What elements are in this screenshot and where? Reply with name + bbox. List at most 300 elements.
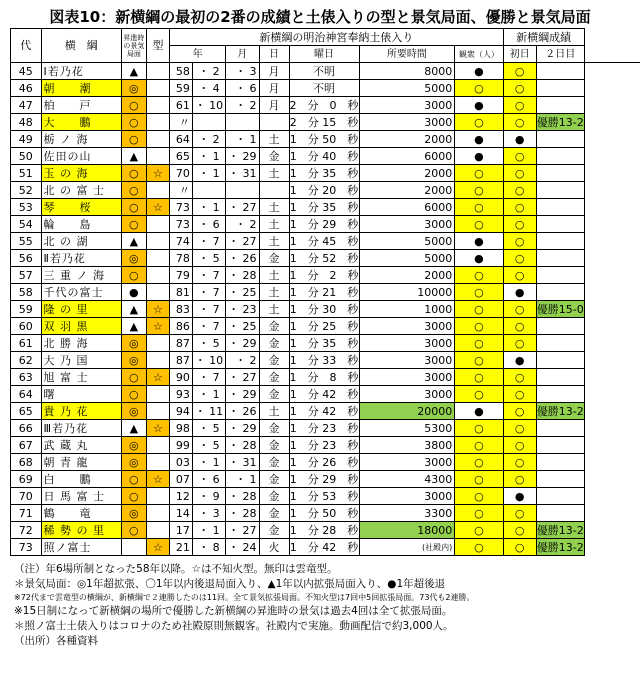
cell-r1: ● [455, 233, 503, 250]
cell-r1: ○ [455, 454, 503, 471]
header-day: 日 [259, 46, 289, 63]
cell-d: ・ 27 [226, 233, 260, 250]
cell-no: 72 [11, 522, 42, 539]
header-shoyo: 所要時間 [359, 46, 455, 63]
cell-m: ・ 7 [192, 284, 225, 301]
cell-t: 1 分 20 秒 [289, 182, 359, 199]
note-line: ＊景気局面：◎1年超拡張、〇1年以内後退局面入り、▲1年以内拡張局面入り、●1年超後退 [14, 577, 640, 592]
cell-yusho [536, 335, 584, 352]
cell-d [226, 114, 260, 131]
table-row [11, 318, 640, 335]
cell-yusho [536, 63, 584, 80]
cell-t: 1 分 26 秒 [289, 454, 359, 471]
cell-w: 土 [259, 233, 289, 250]
cell-keiki: ○ [121, 386, 146, 403]
cell-y: 14 [170, 505, 193, 522]
cell-m: ・ 6 [192, 216, 225, 233]
cell-yusho [536, 233, 584, 250]
cell-keiki: ▲ [121, 63, 146, 80]
cell-kata: ☆ [146, 420, 169, 437]
cell-no: 68 [11, 454, 42, 471]
cell-kata [146, 352, 169, 369]
cell-t: 1 分 42 秒 [289, 539, 359, 556]
cell-r1: ○ [455, 522, 503, 539]
cell-name: 双 羽 黒 [41, 318, 121, 335]
cell-w: 金 [259, 250, 289, 267]
cell-t: 1 分 23 秒 [289, 437, 359, 454]
cell-w: 土 [259, 199, 289, 216]
cell-t: 1 分 21 秒 [289, 284, 359, 301]
cell-d: ・ 25 [226, 318, 260, 335]
cell-m: ・ 5 [192, 250, 225, 267]
cell-keiki: ◎ [121, 250, 146, 267]
notes [0, 562, 640, 649]
cell-kata [146, 148, 169, 165]
cell-m: ・ 6 [192, 471, 225, 488]
cell-no: 53 [11, 199, 42, 216]
cell-d: ・ 29 [226, 420, 260, 437]
header-first: 初日 [503, 46, 536, 63]
cell-r2: ○ [503, 267, 536, 284]
cell-r1: ○ [455, 505, 503, 522]
cell-kata: ☆ [146, 471, 169, 488]
cell-m [192, 114, 225, 131]
cell-d: ・ 2 [226, 216, 260, 233]
cell-kata: ☆ [146, 199, 169, 216]
cell-a: 5300 [359, 420, 455, 437]
cell-t: 1 分 53 秒 [289, 488, 359, 505]
cell-w: 土 [259, 131, 289, 148]
cell-name: 貴 乃 花 [41, 403, 121, 420]
cell-a: 3000 [359, 488, 455, 505]
cell-kata [146, 131, 169, 148]
cell-yusho [536, 182, 584, 199]
cell-yusho [536, 454, 584, 471]
cell-w: 土 [259, 216, 289, 233]
cell-kata [146, 386, 169, 403]
cell-d: ・ 31 [226, 165, 260, 182]
cell-y: 78 [170, 250, 193, 267]
cell-m: ・ 1 [192, 522, 225, 539]
cell-yusho: 優勝13-2 [536, 114, 584, 131]
cell-m: ・ 7 [192, 301, 225, 318]
cell-keiki: ◎ [121, 403, 146, 420]
cell-yusho: 優勝13-2 [536, 522, 584, 539]
cell-d: ・ 27 [226, 522, 260, 539]
cell-name: 三 重 ノ 海 [41, 267, 121, 284]
cell-m: ・ 5 [192, 335, 225, 352]
cell-yusho [536, 250, 584, 267]
cell-keiki: ○ [121, 199, 146, 216]
cell-no: 48 [11, 114, 42, 131]
cell-name: 千代の富士 [41, 284, 121, 301]
cell-yusho [536, 386, 584, 403]
cell-m: ・ 11 [192, 403, 225, 420]
cell-y: 61 [170, 97, 193, 114]
cell-r1: ● [455, 250, 503, 267]
cell-d: ・ 2 [226, 97, 260, 114]
cell-d: ・ 28 [226, 437, 260, 454]
cell-a: 3000 [359, 114, 455, 131]
cell-yusho [536, 420, 584, 437]
cell-no: 62 [11, 352, 42, 369]
cell-a: 3000 [359, 97, 455, 114]
cell-keiki: ◎ [121, 505, 146, 522]
cell-yusho [536, 505, 584, 522]
cell-w: 金 [259, 420, 289, 437]
cell-name: 北 勝 海 [41, 335, 121, 352]
table-row [11, 335, 640, 352]
cell-no: 55 [11, 233, 42, 250]
cell-w: 金 [259, 437, 289, 454]
cell-no: 71 [11, 505, 42, 522]
cell-t: 1 分 35 秒 [289, 199, 359, 216]
cell-w: 土 [259, 403, 289, 420]
cell-keiki: ○ [121, 97, 146, 114]
cell-a: 3300 [359, 505, 455, 522]
cell-r2: ○ [503, 471, 536, 488]
table-row [11, 420, 640, 437]
cell-no: 54 [11, 216, 42, 233]
table-row [11, 199, 640, 216]
cell-yusho: 優勝13-2 [536, 403, 584, 420]
cell-keiki: ○ [121, 369, 146, 386]
cell-y: 74 [170, 233, 193, 250]
note-line: ※15日制になって新横綱の場所で優勝した新横綱の昇進時の景気は過去4回は全て拡張局面。 [14, 604, 640, 619]
cell-d: ・ 23 [226, 301, 260, 318]
cell-name: 玉 の 海 [41, 165, 121, 182]
table-row [11, 165, 640, 182]
cell-d [226, 182, 260, 199]
cell-r2: ○ [503, 216, 536, 233]
cell-t: 1 分 42 秒 [289, 403, 359, 420]
table-row [11, 114, 640, 131]
cell-yusho [536, 318, 584, 335]
cell-r2: ○ [503, 97, 536, 114]
cell-r2: ○ [503, 199, 536, 216]
cell-yusho [536, 80, 584, 97]
cell-m: ・ 3 [192, 505, 225, 522]
cell-r2: ○ [503, 182, 536, 199]
cell-t: 1 分 29 秒 [289, 216, 359, 233]
cell-r1: ○ [455, 488, 503, 505]
cell-r2: ● [503, 488, 536, 505]
cell-r2: ○ [503, 318, 536, 335]
cell-yusho [536, 97, 584, 114]
cell-a: 3000 [359, 454, 455, 471]
cell-keiki: ○ [121, 488, 146, 505]
cell-m: ・ 7 [192, 233, 225, 250]
cell-a: 5000 [359, 250, 455, 267]
cell-m: ・ 10 [192, 352, 225, 369]
cell-r2: ○ [503, 437, 536, 454]
cell-t: 1 分 50 秒 [289, 131, 359, 148]
cell-keiki: ◎ [121, 454, 146, 471]
cell-w: 金 [259, 335, 289, 352]
cell-yusho: 優勝13-2 [536, 539, 584, 556]
header-yokozuna: 横 綱 [41, 29, 121, 63]
cell-keiki [121, 539, 146, 556]
cell-yusho [536, 352, 584, 369]
note-line: ＊照ノ富士土俵入りはコロナのため社殿原則無観客。社殿内で実施。動画配信で約3,000人。 [14, 619, 640, 634]
table-row [11, 454, 640, 471]
cell-yusho [536, 437, 584, 454]
header-kata: 型 [146, 29, 169, 63]
cell-d: ・ 6 [226, 80, 260, 97]
cell-r1: ○ [455, 199, 503, 216]
cell-kata [146, 267, 169, 284]
cell-r1: ○ [455, 165, 503, 182]
cell-keiki: ▲ [121, 148, 146, 165]
cell-t: 1 分 8 秒 [289, 369, 359, 386]
cell-d: ・ 27 [226, 199, 260, 216]
cell-no: 47 [11, 97, 42, 114]
cell-r1: ○ [455, 369, 503, 386]
cell-name: Ⅲ若乃花 [41, 420, 121, 437]
cell-no: 63 [11, 369, 42, 386]
cell-t: 1 分 30 秒 [289, 301, 359, 318]
table-row [11, 131, 640, 148]
cell-y: 81 [170, 284, 193, 301]
cell-name: 大 乃 国 [41, 352, 121, 369]
cell-t: 1 分 52 秒 [289, 250, 359, 267]
cell-name: 朝 青 龍 [41, 454, 121, 471]
cell-r2: ○ [503, 403, 536, 420]
cell-m: ・ 7 [192, 267, 225, 284]
cell-d: ・ 25 [226, 284, 260, 301]
cell-r2: ○ [503, 80, 536, 97]
cell-w: 金 [259, 148, 289, 165]
cell-keiki: ▲ [121, 420, 146, 437]
cell-r1: ● [455, 131, 503, 148]
cell-no: 60 [11, 318, 42, 335]
cell-d: ・ 28 [226, 267, 260, 284]
table-row [11, 505, 640, 522]
cell-y: 12 [170, 488, 193, 505]
cell-kata [146, 233, 169, 250]
cell-y: 93 [170, 386, 193, 403]
cell-m: ・ 9 [192, 488, 225, 505]
cell-y: 58 [170, 63, 193, 80]
cell-r2: ○ [503, 386, 536, 403]
cell-r1: ● [455, 403, 503, 420]
cell-y: 17 [170, 522, 193, 539]
header-blank [584, 29, 640, 63]
cell-r1: ○ [455, 318, 503, 335]
cell-no: 67 [11, 437, 42, 454]
cell-kata [146, 454, 169, 471]
cell-keiki: ○ [121, 182, 146, 199]
cell-m: ・ 2 [192, 63, 225, 80]
cell-name: Ⅱ若乃花 [41, 250, 121, 267]
cell-name: 琴 桜 [41, 199, 121, 216]
cell-keiki: ▲ [121, 318, 146, 335]
cell-m: ・ 5 [192, 437, 225, 454]
cell-r2: ● [503, 352, 536, 369]
cell-keiki: ● [121, 284, 146, 301]
cell-d: ・ 1 [226, 131, 260, 148]
cell-r2: ○ [503, 505, 536, 522]
cell-a: 8000 [359, 63, 455, 80]
cell-kata: ☆ [146, 301, 169, 318]
cell-no: 56 [11, 250, 42, 267]
cell-w: 金 [259, 454, 289, 471]
cell-a: 2000 [359, 131, 455, 148]
cell-d: ・ 24 [226, 539, 260, 556]
cell-w: 金 [259, 488, 289, 505]
table-row [11, 97, 640, 114]
cell-yusho [536, 131, 584, 148]
cell-t: 1 分 35 秒 [289, 165, 359, 182]
cell-r2: ○ [503, 301, 536, 318]
cell-no: 52 [11, 182, 42, 199]
header-kankyaku: 観衆（人） [455, 46, 503, 63]
cell-a: 3800 [359, 437, 455, 454]
cell-no: 66 [11, 420, 42, 437]
cell-d: ・ 27 [226, 369, 260, 386]
cell-r1: ○ [455, 352, 503, 369]
table-row [11, 352, 640, 369]
cell-t: 不明 [289, 80, 359, 97]
cell-keiki: ○ [121, 471, 146, 488]
cell-r2: ○ [503, 165, 536, 182]
cell-t: 1 分 28 秒 [289, 522, 359, 539]
cell-m [192, 182, 225, 199]
cell-w: 月 [259, 97, 289, 114]
cell-kata [146, 488, 169, 505]
cell-y: 90 [170, 369, 193, 386]
cell-t: 1 分 29 秒 [289, 471, 359, 488]
cell-a: 6000 [359, 148, 455, 165]
cell-kata: ☆ [146, 165, 169, 182]
cell-kata [146, 182, 169, 199]
cell-t: 1 分 40 秒 [289, 148, 359, 165]
header-second: ２日目 [536, 46, 584, 63]
cell-name: 旭 富 士 [41, 369, 121, 386]
cell-w: 金 [259, 505, 289, 522]
cell-m: ・ 1 [192, 199, 225, 216]
table-row [11, 403, 640, 420]
cell-m: ・ 5 [192, 420, 225, 437]
cell-yusho [536, 488, 584, 505]
table-row [11, 488, 640, 505]
cell-yusho [536, 284, 584, 301]
cell-r1: ○ [455, 301, 503, 318]
cell-r2: ○ [503, 250, 536, 267]
cell-no: 59 [11, 301, 42, 318]
cell-y: 03 [170, 454, 193, 471]
cell-kata [146, 505, 169, 522]
cell-a: 2000 [359, 165, 455, 182]
cell-keiki: ○ [121, 165, 146, 182]
cell-keiki: ◎ [121, 437, 146, 454]
cell-kata [146, 437, 169, 454]
cell-no: 70 [11, 488, 42, 505]
cell-a: 20000 [359, 403, 455, 420]
cell-keiki: ◎ [121, 80, 146, 97]
cell-y: 70 [170, 165, 193, 182]
cell-no: 73 [11, 539, 42, 556]
cell-y: 〃 [170, 114, 193, 131]
cell-no: 50 [11, 148, 42, 165]
cell-w: 月 [259, 80, 289, 97]
cell-r2: ○ [503, 539, 536, 556]
cell-r1: ○ [455, 420, 503, 437]
cell-keiki: ○ [121, 131, 146, 148]
cell-name: 柏 戸 [41, 97, 121, 114]
cell-w: 土 [259, 284, 289, 301]
cell-kata [146, 284, 169, 301]
table-row [11, 437, 640, 454]
cell-r2: ○ [503, 233, 536, 250]
cell-m: ・ 1 [192, 454, 225, 471]
cell-r1: ○ [455, 335, 503, 352]
header-shoshin: 昇進時の景気局面 [121, 29, 146, 63]
cell-name: 稀 勢 の 里 [41, 522, 121, 539]
cell-keiki: ◎ [121, 335, 146, 352]
cell-m: ・ 10 [192, 97, 225, 114]
cell-m: ・ 7 [192, 318, 225, 335]
cell-no: 58 [11, 284, 42, 301]
cell-m: ・ 1 [192, 386, 225, 403]
cell-d: ・ 1 [226, 471, 260, 488]
cell-yusho [536, 165, 584, 182]
cell-name: 白 鵬 [41, 471, 121, 488]
cell-no: 65 [11, 403, 42, 420]
cell-t: 1 分 33 秒 [289, 352, 359, 369]
cell-no: 49 [11, 131, 42, 148]
cell-d: ・ 29 [226, 386, 260, 403]
cell-t: 1 分 42 秒 [289, 386, 359, 403]
cell-r1: ○ [455, 80, 503, 97]
cell-no: 45 [11, 63, 42, 80]
cell-m: ・ 2 [192, 131, 225, 148]
cell-r1: ○ [455, 471, 503, 488]
cell-yusho [536, 267, 584, 284]
cell-no: 64 [11, 386, 42, 403]
cell-y: 21 [170, 539, 193, 556]
cell-y: 98 [170, 420, 193, 437]
cell-a: 5000 [359, 233, 455, 250]
cell-name: 大 鵬 [41, 114, 121, 131]
cell-y: 59 [170, 80, 193, 97]
cell-r1: ● [455, 63, 503, 80]
cell-a: 18000 [359, 522, 455, 539]
cell-a: 3000 [359, 369, 455, 386]
cell-keiki: ○ [121, 267, 146, 284]
cell-m: ・ 1 [192, 165, 225, 182]
cell-w: 金 [259, 369, 289, 386]
header-month: 月 [226, 46, 260, 63]
cell-kata [146, 80, 169, 97]
cell-kata [146, 522, 169, 539]
cell-d: ・ 31 [226, 454, 260, 471]
cell-y: 87 [170, 335, 193, 352]
table-row [11, 216, 640, 233]
cell-t: 不明 [289, 63, 359, 80]
cell-name: 照ノ富士 [41, 539, 121, 556]
cell-kata: ☆ [146, 539, 169, 556]
table-row [11, 522, 640, 539]
cell-t: 1 分 50 秒 [289, 505, 359, 522]
cell-a: 3000 [359, 216, 455, 233]
cell-a: 5000 [359, 80, 455, 97]
cell-w: 土 [259, 267, 289, 284]
cell-name: 輪 島 [41, 216, 121, 233]
cell-name: 隆 の 里 [41, 301, 121, 318]
cell-m: ・ 7 [192, 369, 225, 386]
cell-name: Ⅰ若乃花 [41, 63, 121, 80]
